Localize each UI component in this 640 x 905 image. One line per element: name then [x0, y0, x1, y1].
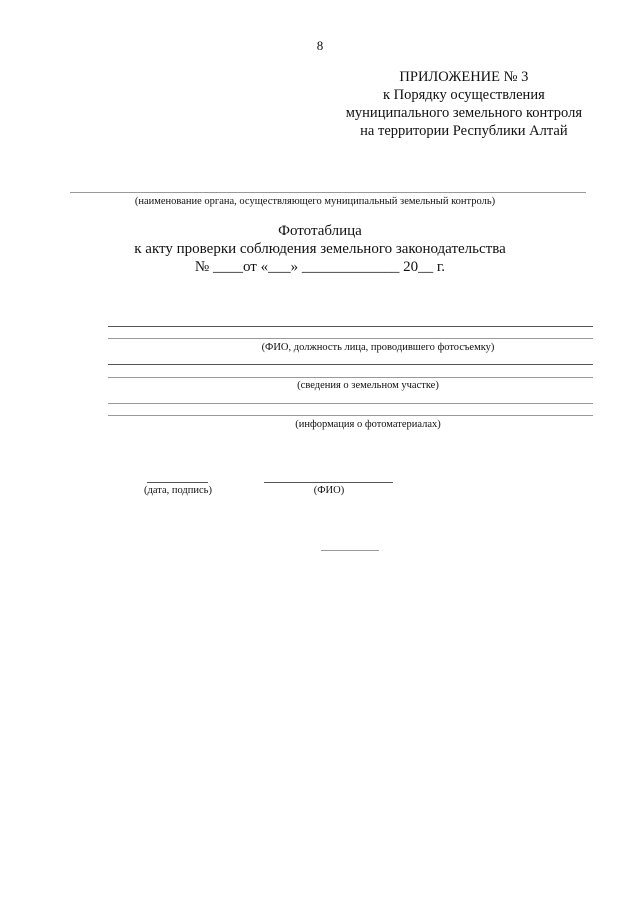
page-number: 8	[316, 38, 324, 53]
fill-line-4	[108, 377, 593, 378]
appendix-line-3: на территории Республики Алтай	[360, 123, 568, 139]
fill-line-3	[108, 364, 593, 365]
title-line-1: Фототаблица	[278, 223, 362, 239]
organ-caption: (наименование органа, осуществляющего муниципальный земельный контроль)	[134, 196, 496, 207]
appendix-header	[346, 68, 582, 140]
fill-line-5	[108, 403, 593, 404]
appendix-line-1: к Порядку осуществления	[382, 87, 545, 103]
signature-line	[147, 482, 208, 483]
land-info-caption: (сведения о земельном участке)	[297, 380, 439, 391]
fill-line-6	[108, 415, 593, 416]
document-title	[0, 222, 640, 276]
title-line-3: № ____от «___» _____________ 20__ г.	[194, 259, 446, 275]
fio-caption: (ФИО)	[313, 485, 345, 496]
photo-info-caption: (информация о фотоматериалах)	[295, 419, 441, 430]
organ-line	[70, 192, 586, 193]
fill-line-1	[108, 326, 593, 327]
appendix-line-2: муниципального земельного контроля	[345, 105, 582, 121]
end-separator	[321, 550, 379, 551]
appendix-title: ПРИЛОЖЕНИЕ № 3	[399, 69, 529, 85]
title-line-2: к акту проверки соблюдения земельного законодательства	[134, 241, 506, 257]
date-signature-caption: (дата, подпись)	[144, 485, 212, 496]
fill-line-2	[108, 338, 593, 339]
fio-photographer-caption: (ФИО, должность лица, проводившего фотосъемку)	[261, 342, 495, 353]
fio-line	[264, 482, 393, 483]
